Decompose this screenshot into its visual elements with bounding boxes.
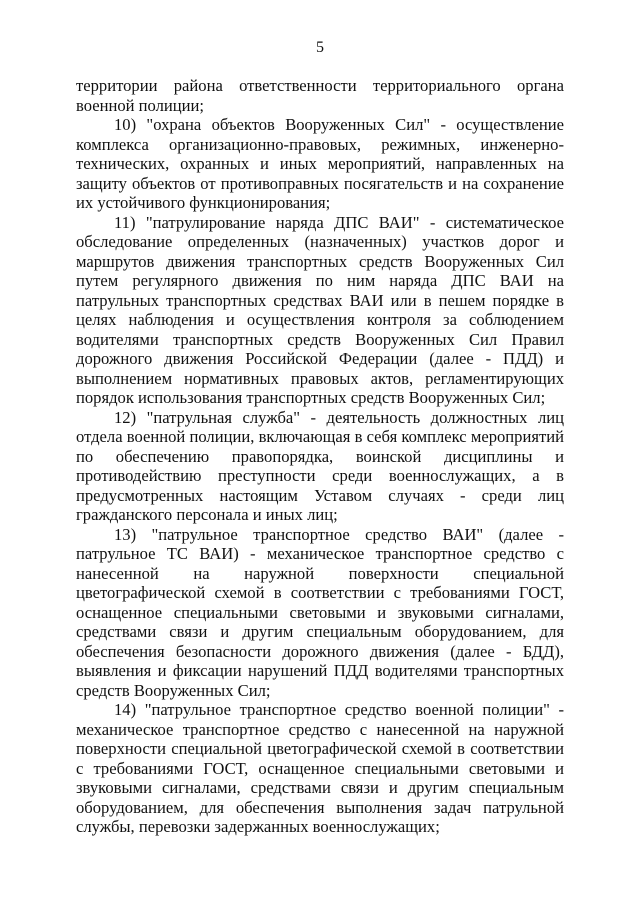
paragraph-item-12: 12) "патрульная служба" - деятельность должностных лиц отдела военной полиции, включающая в себя комплекс мероприятий по обеспечению правопорядка, воинской дисциплины и противодействию преступности среди военнослужащих, а в предусмотренных настоящим Уставом случаях - среди лиц гражданского персонала и иных лиц; [76,407,564,524]
document-body [76,76,564,837]
paragraph-item-13: 13) "патрульное транспортное средство ВАИ" (далее - патрульное ТС ВАИ) - механическое транспортное средство с нанесенной на наружной поверхности специальной цветографической схемой в соответствии с требованиями ГОСТ, оснащенное специальными световыми и звуковыми сигналами, средствами связи и другим специальным оборудованием, для обеспечения безопасности дорожного движения (далее - БДД), выявления и фиксации нарушений ПДД водителями транспортных средств Вооруженных Сил; [76,524,564,700]
page-number: 5 [316,39,324,56]
paragraph-item-11: 11) "патрулирование наряда ДПС ВАИ" - систематическое обследование определенных (назначенных) участков дорог и маршрутов движения транспортных средств Вооруженных Сил путем регулярного движения по ним наряда ДПС ВАИ на патрульных транспортных средствах ВАИ или в пешем порядке в целях наблюдения и осуществления контроля за соблюдением водителями транспортных средств Вооруженных Сил Правил дорожного движения Российской Федерации (далее - ПДД) и выполнением нормативных правовых актов, регламентирующих порядок использования транспортных средств Вооруженных Сил; [76,212,564,407]
paragraph-item-10: 10) "охрана объектов Вооруженных Сил" - осуществление комплекса организационно-правовых, режимных, инженерно-технических, охранных и иных мероприятий, направленных на защиту объектов от противоправных посягательств и на сохранение их устойчивого функционирования; [76,115,564,212]
paragraph-item-14: 14) "патрульное транспортное средство военной полиции" - механическое транспортное средство с нанесенной на наружной поверхности специальной цветографической схемой в соответствии с требованиями ГОСТ, оснащенное специальными световыми и звуковыми сигналами, средствами связи и другим специальным оборудованием, для обеспечения выполнения задач патрульной службы, перевозки задержанных военнослужащих; [76,700,564,836]
paragraph-continuation: территории района ответственности территориального органа военной полиции; [76,76,564,115]
